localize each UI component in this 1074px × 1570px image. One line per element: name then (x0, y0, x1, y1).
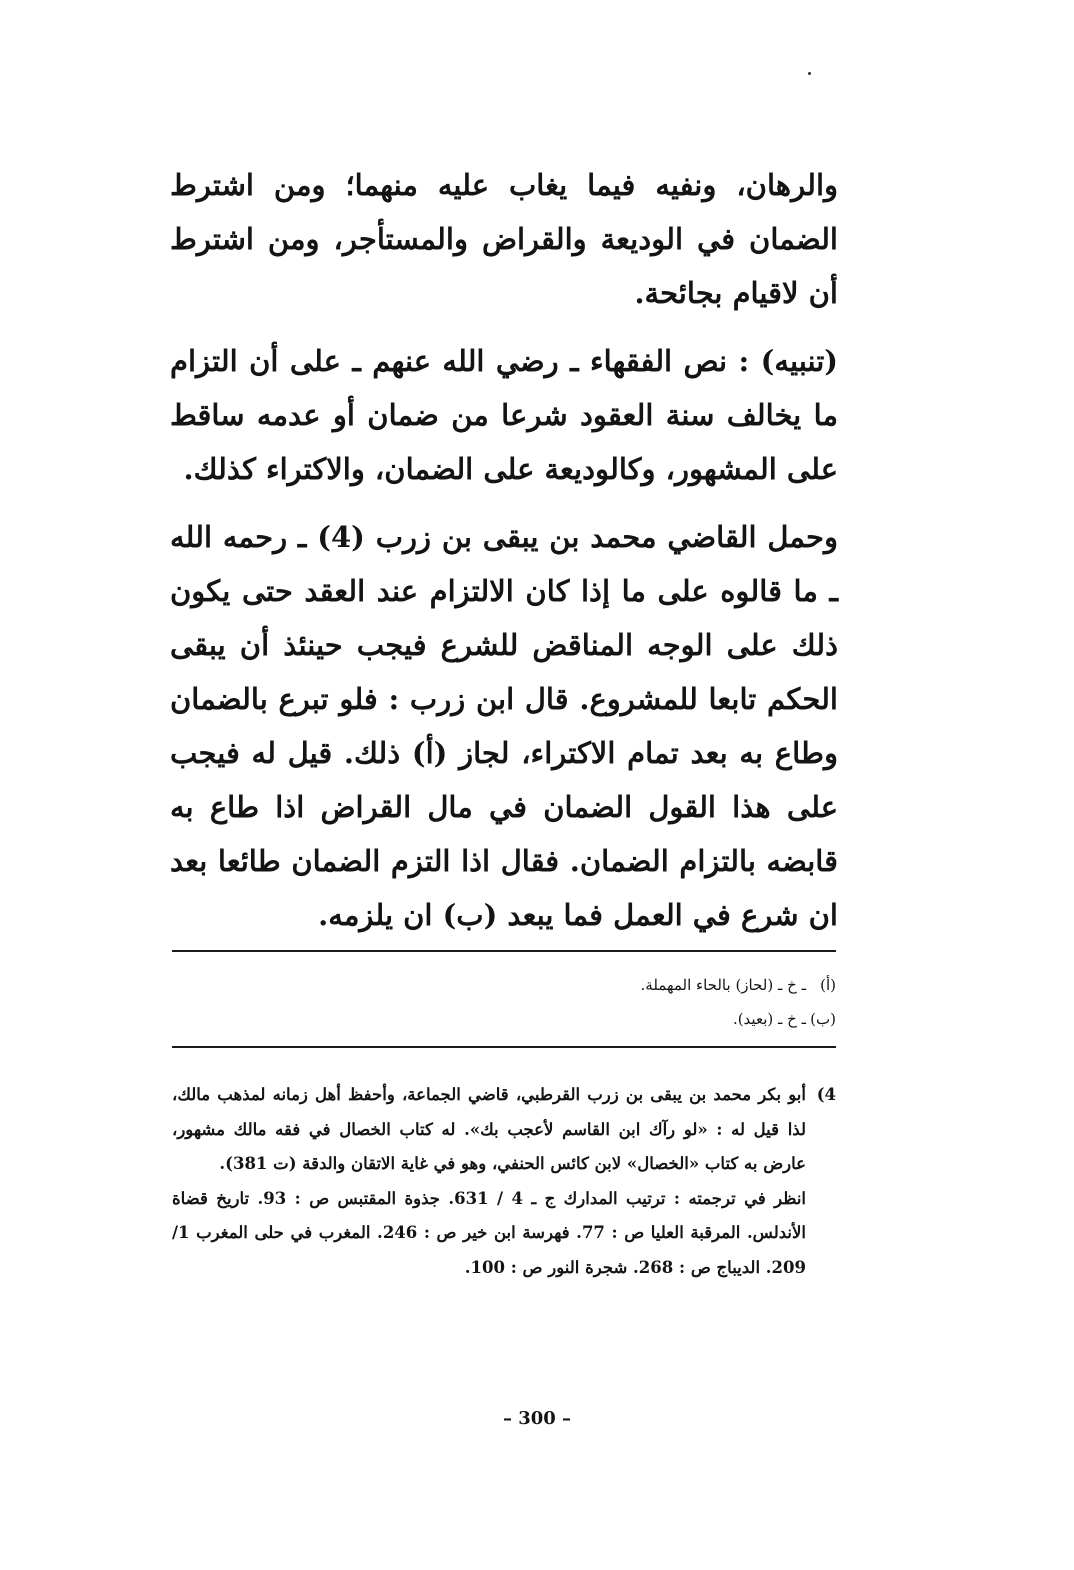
variant-note-text: ـ خ ـ (لحاز) بالحاء المهملة. (640, 976, 806, 994)
scan-speck (808, 72, 811, 75)
main-text (170, 158, 838, 956)
paragraph-3: وحمل القاضي محمد بن يبقى بن زرب (4) ـ رحمه الله ـ ما قالوه على ما إذا كان الالتزام عند العقد حتى يكون ذلك على الوجه المناقض للشرع فيجب حينئذ أن يبقى الحكم تابعا للمشروع. قال ابن زرب : فلو تبرع بالضمان وطاع به بعد تمام الاكتراء، لجاز (أ) ذلك. قيل له فيجب على هذا القول الضمان في مال القراض اذا طاع به قابضه بالتزام الضمان. فقال اذا التزم الضمان طائعا بعد ان شرع في العمل فما يبعد (ب) ان يلزمه. (170, 520, 838, 932)
footnote-biography: أبو بكر محمد بن يبقى بن زرب القرطبي، قاضي الجماعة، وأحفظ أهل زمانه لمذهب مالك، لذا قيل له : «لو رآك ابن القاسم لأعجب بك». له كتاب الخصال في فقه مالك مشهور، عارض به كتاب «الخصال» لابن كائس الحنفي، وهو في غاية الاتقان والدقة (ت 381). (172, 1085, 806, 1173)
page-number: – 300 – (502, 1408, 572, 1429)
variant-notes (172, 968, 836, 1036)
footnote-marker: 4) (816, 1085, 836, 1104)
variant-note-marker: (أ) (820, 976, 836, 994)
variant-note-marker: (ب) (810, 1010, 836, 1028)
footnote-separator-bottom (172, 1046, 836, 1048)
paragraph-1: والرهان، ونفيه فيما يغاب عليه منهما؛ ومن اشترط الضمان في الوديعة والقراض والمستأجر، ومن اشترط أن لاقيام بجائحة. (170, 168, 838, 310)
footnote-separator-top (172, 950, 836, 952)
variant-note (172, 968, 836, 1002)
variant-note-text: ـ خ ـ (بعيد). (732, 1010, 806, 1028)
footnote-sources: انظر في ترجمته : ترتيب المدارك ج ـ 4 / 631. جذوة المقتبس ص : 93. تاريخ قضاة الأندلس. المرقبة العليا ص : 77. فهرسة ابن خير ص : 246. المغرب في حلى المغرب 1/ 209. الديباج ص : 268. شجرة النور ص : 100. (172, 1188, 806, 1277)
variant-note (172, 1002, 836, 1036)
paragraph-2: (تنبيه) : نص الفقهاء ـ رضي الله عنهم ـ على أن التزام ما يخالف سنة العقود شرعا من ضمان أو عدمه ساقط على المشهور، وكالوديعة على الضمان، والاكتراء كذلك. (170, 344, 838, 486)
biographical-footnote (172, 1078, 836, 1285)
